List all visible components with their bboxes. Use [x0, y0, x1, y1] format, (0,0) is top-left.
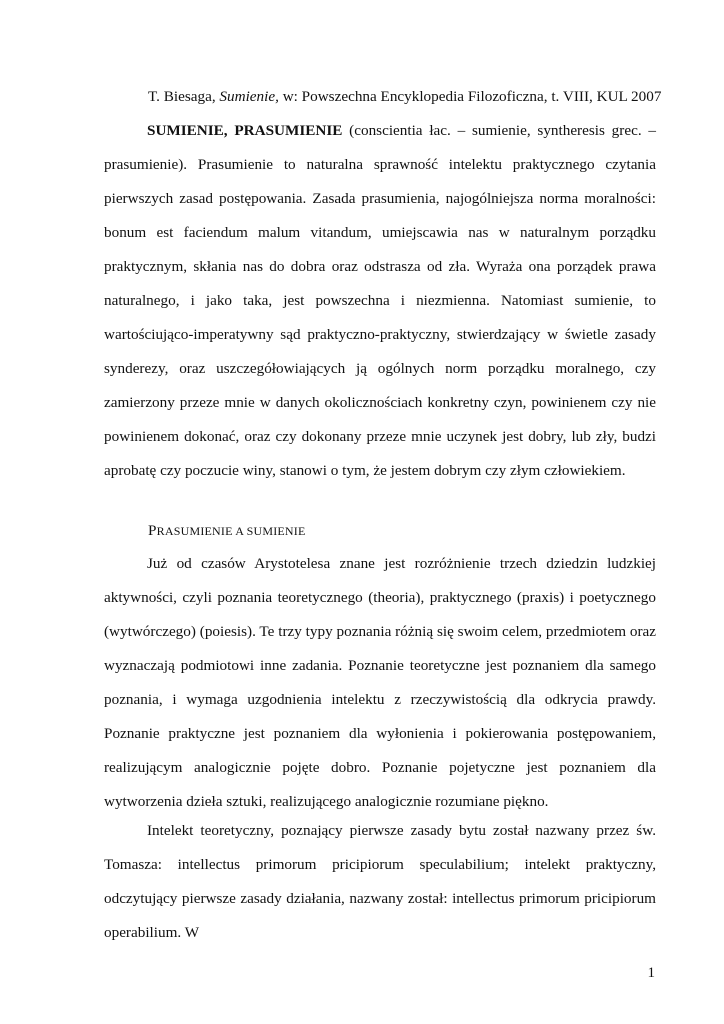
entry-text: (conscientia łac. – sumienie, syntheresis grec. – prasumienie). Prasumienie to naturalna sprawność intelektu praktycznego czytania pierwszych zasad postępowania. Zasada prasumienia, najogólniejsza norma moralności: bonum est faciendum malum vitandum, umiejscawia nas w naturalnym porządku praktycznym, skłania nas do dobra oraz odstrasza od zła. Wyraża ona porządek prawa naturalnego, i jako taka, jest powszechna i niezmienna. Natomiast sumienie, to wartościująco-imperatywny sąd praktyczno-praktyczny, stwierdzający w świetle zasady synderezy, oraz uszczegółowiających ją ogólnych norm porządku moralnego, czy zamierzony przeze mnie w danych okolicznościach konkretny czyn, powinienem czy nie powinienem dokonać, oraz czy dokonany przeze mnie uczynek jest dobry, lub zły, budzi aprobatę czy poczucie winy, stanowi o tym, że jestem dobrym czy złym człowiekiem.: [104, 122, 656, 479]
source-publication: w: Powszechna Encyklopedia Filozoficzna, t. VIII, KUL 2007: [278, 88, 662, 105]
body-paragraph-intellect: Intelekt teoretyczny, poznający pierwsze zasady bytu został nazwany przez św. Tomasza: intellectus primorum pricipiorum speculabilium; intelekt praktyczny, odczytujący pierwsze zasady działania, nazwany został: intellectus primorum pricipiorum operabilium. W: [104, 822, 656, 941]
section-heading-text: RASUMIENIE A SUMIENIE: [156, 524, 306, 538]
entry-paragraph: [104, 114, 656, 488]
entry-term: SUMIENIE, PRASUMIENIE: [147, 122, 343, 139]
section-heading-initial: P: [148, 522, 157, 539]
source-citation: [148, 82, 662, 112]
section-heading: [148, 518, 306, 544]
source-title: Sumienie,: [219, 88, 279, 105]
body-paragraph-aristotle: Już od czasów Arystotelesa znane jest rozróżnienie trzech dziedzin ludzkiej aktywności, czyli poznania teoretycznego (theoria), praktycznego (praxis) i poetycznego (wytwórczego) (poiesis). Te trzy typy poznania różnią się swoim celem, przedmiotem oraz wyznaczają podmiotowi inne zadania. Poznanie teoretyczne jest poznaniem dla samego poznania, i wymaga uzgodnienia intelektu z rzeczywistością dla odkrycia prawdy. Poznanie praktyczne jest poznaniem dla wyłonienia i pokierowania postępowaniem, realizującym analogicznie pojęte dobro. Poznanie pojetyczne jest poznaniem dla wytworzenia dzieła sztuki, realizującego analogicznie rozumiane piękno.: [104, 555, 656, 810]
page-number: 1: [647, 965, 655, 981]
source-author: T. Biesaga,: [148, 88, 220, 105]
